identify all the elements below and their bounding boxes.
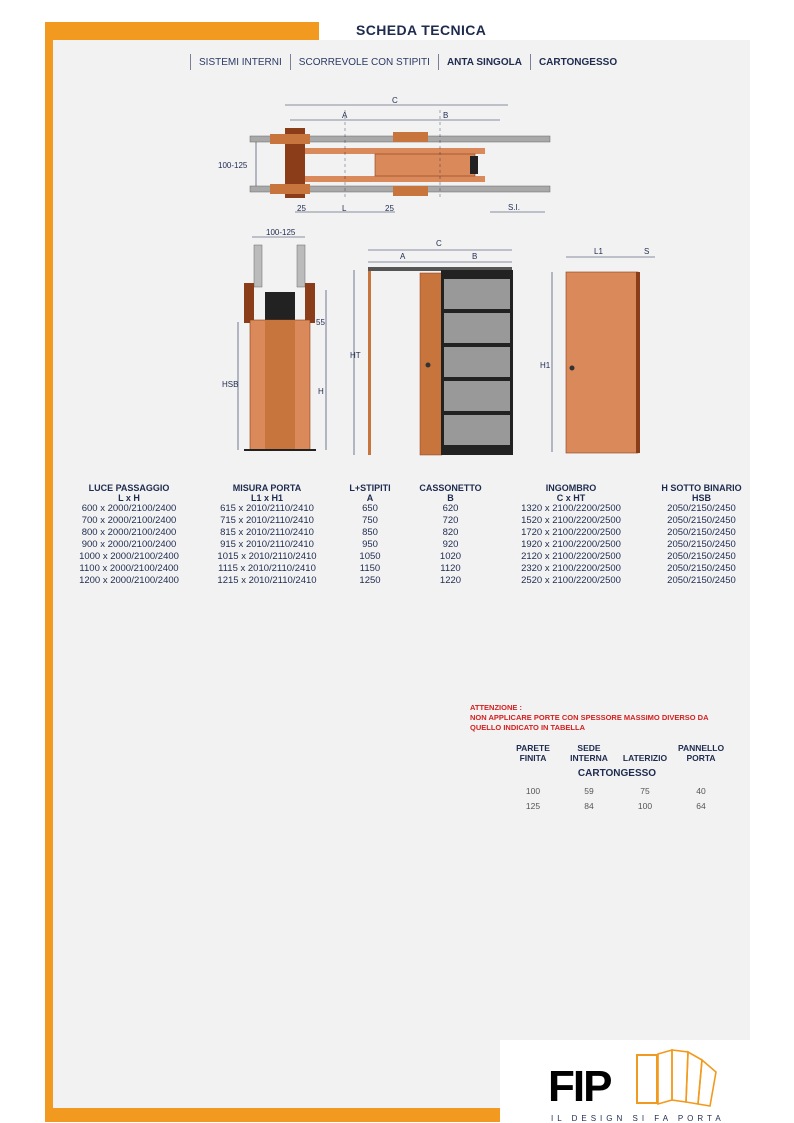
table-cell: 40 — [696, 786, 706, 796]
breadcrumb-item-cartongesso: CARTONGESSO — [538, 56, 618, 68]
table-cell: 1050 — [359, 551, 381, 562]
table-cell: 2050/2150/2450 — [667, 551, 736, 562]
warning-notice — [470, 703, 740, 733]
section-wall-label: 100-125 — [266, 228, 296, 237]
header-cassonetto: CASSONETTO B — [419, 483, 482, 503]
header-l-stipiti: L+STIPITI A — [349, 483, 391, 503]
breadcrumb-item-scorrevole: SCORREVOLE CON STIPITI — [298, 56, 430, 68]
plan-view-drawing — [218, 96, 550, 213]
table-cell: 2520 x 2100/2200/2500 — [521, 575, 621, 586]
plan-wall-label: 100-125 — [218, 161, 248, 170]
plan-c-label: C — [392, 96, 398, 105]
wall-header-row — [505, 743, 729, 763]
header-misura-porta: MISURA PORTA L1 x H1 — [232, 483, 302, 503]
table-cell: 1250 — [359, 575, 381, 586]
table-cell: 125 — [525, 801, 541, 811]
table-cell: 1015 x 2010/2110/2410 — [217, 551, 317, 562]
table-cell: 84 — [584, 801, 594, 811]
front-ht-label: HT — [350, 351, 361, 360]
spec-header-row — [60, 483, 758, 503]
table-row — [60, 503, 758, 515]
table-cell: 900 x 2000/2100/2400 — [81, 539, 177, 550]
table-cell: 2320 x 2100/2200/2500 — [521, 563, 621, 574]
plan-si-label: S.I. — [508, 203, 521, 212]
table-cell: 1220 — [439, 575, 462, 586]
table-row — [60, 539, 758, 551]
door-l1-label: L1 — [594, 247, 603, 256]
page-title: SCHEDA TECNICA — [356, 22, 487, 38]
door-view-drawing — [540, 247, 655, 453]
plan-b-label: B — [443, 111, 449, 120]
section-hsb-label: HSB — [222, 380, 239, 389]
wall-subtitle: CARTONGESSO — [577, 768, 657, 779]
table-cell: 715 x 2010/2110/2410 — [220, 515, 314, 526]
table-row — [60, 515, 758, 527]
header-parete-finita: PARETE FINITA — [516, 743, 550, 763]
table-cell: 2050/2150/2450 — [667, 539, 736, 550]
footer-tagline: IL DESIGN SI FA PORTA — [551, 1114, 725, 1123]
table-row — [60, 527, 758, 539]
table-cell: 2050/2150/2450 — [667, 563, 736, 574]
table-cell: 620 — [442, 503, 459, 514]
table-cell: 1200 x 2000/2100/2400 — [79, 575, 179, 586]
front-a-label: A — [400, 252, 406, 261]
header-pannello-porta: PANNELLO PORTA — [677, 743, 725, 763]
warning-title: ATTENZIONE : — [470, 703, 522, 712]
breadcrumb-item-sistemi-interni: SISTEMI INTERNI — [199, 56, 282, 68]
section-55-label: 55 — [316, 318, 325, 327]
table-cell: 800 x 2000/2100/2400 — [81, 527, 177, 538]
plan-right-25-label: 25 — [385, 204, 394, 213]
table-cell: 815 x 2010/2110/2410 — [220, 527, 314, 538]
table-cell: 2050/2150/2450 — [667, 575, 736, 586]
header-h-sotto-binario: H SOTTO BINARIO HSB — [661, 483, 742, 503]
wall-table — [505, 743, 729, 814]
table-cell: 2120 x 2100/2200/2500 — [521, 551, 621, 562]
plan-a-label: A — [342, 111, 348, 120]
table-cell: 1720 x 2100/2200/2500 — [521, 527, 621, 538]
table-cell: 2050/2150/2450 — [667, 503, 736, 514]
table-cell: 75 — [640, 786, 650, 796]
fip-logo: FIP — [548, 1062, 611, 1111]
section-h-label: H — [318, 387, 324, 396]
table-cell: 64 — [696, 801, 706, 811]
header-luce-passaggio: LUCE PASSAGGIO L x H — [88, 483, 170, 503]
table-cell: 1520 x 2100/2200/2500 — [521, 515, 621, 526]
table-cell: 1215 x 2010/2110/2410 — [217, 575, 317, 586]
table-cell: 1120 — [440, 563, 461, 574]
table-row — [60, 575, 758, 587]
header-laterizio: LATERIZIO — [622, 753, 668, 763]
header-sede-interna: SEDE INTERNA — [570, 743, 608, 763]
plan-left-25-label: 25 — [297, 204, 306, 213]
table-cell: 600 x 2000/2100/2400 — [81, 503, 177, 514]
table-cell: 950 — [362, 539, 378, 550]
table-cell: 650 — [362, 503, 378, 514]
wall-subtitle-row — [505, 763, 729, 784]
section-view-drawing — [222, 228, 326, 450]
table-row — [60, 563, 758, 575]
table-cell: 700 x 2000/2100/2400 — [81, 515, 177, 526]
table-cell: 2050/2150/2450 — [667, 527, 736, 538]
breadcrumb-item-anta-singola: ANTA SINGOLA — [446, 56, 522, 68]
spec-table — [60, 483, 758, 587]
table-cell: 820 — [442, 527, 459, 538]
table-row — [60, 551, 758, 563]
table-cell: 1000 x 2000/2100/2400 — [79, 551, 179, 562]
table-cell: 915 x 2010/2110/2410 — [220, 539, 314, 550]
technical-drawings — [0, 0, 794, 470]
table-cell: 720 — [442, 515, 459, 526]
door-s-label: S — [644, 247, 650, 256]
table-cell: 1320 x 2100/2200/2500 — [521, 503, 621, 514]
plan-l-label: L — [342, 204, 347, 213]
table-cell: 1115 x 2010/2110/2410 — [218, 563, 316, 574]
table-cell: 1150 — [359, 563, 381, 574]
front-c-label: C — [436, 239, 442, 248]
table-row — [505, 799, 729, 814]
table-row — [505, 784, 729, 799]
header-ingombro: INGOMBRO C x HT — [545, 483, 597, 503]
table-cell: 1100 x 2000/2100/2400 — [79, 563, 179, 574]
front-view-drawing — [350, 239, 513, 455]
table-cell: 2050/2150/2450 — [667, 515, 736, 526]
table-cell: 615 x 2010/2110/2410 — [220, 503, 314, 514]
table-cell: 920 — [442, 539, 459, 550]
table-cell: 100 — [637, 801, 653, 811]
door-fan-logo-icon — [632, 1046, 724, 1110]
table-cell: 1920 x 2100/2200/2500 — [521, 539, 621, 550]
table-cell: 850 — [362, 527, 378, 538]
table-cell: 100 — [525, 786, 541, 796]
door-h1-label: H1 — [540, 361, 551, 370]
table-cell: 750 — [362, 515, 378, 526]
table-cell: 1020 — [439, 551, 462, 562]
table-cell: 59 — [584, 786, 594, 796]
front-b-label: B — [472, 252, 478, 261]
orange-footer-bar — [45, 1108, 515, 1122]
warning-text: NON APPLICARE PORTE CON SPESSORE MASSIMO DIVERSO DA QUELLO INDICATO IN TABELLA — [470, 713, 709, 732]
